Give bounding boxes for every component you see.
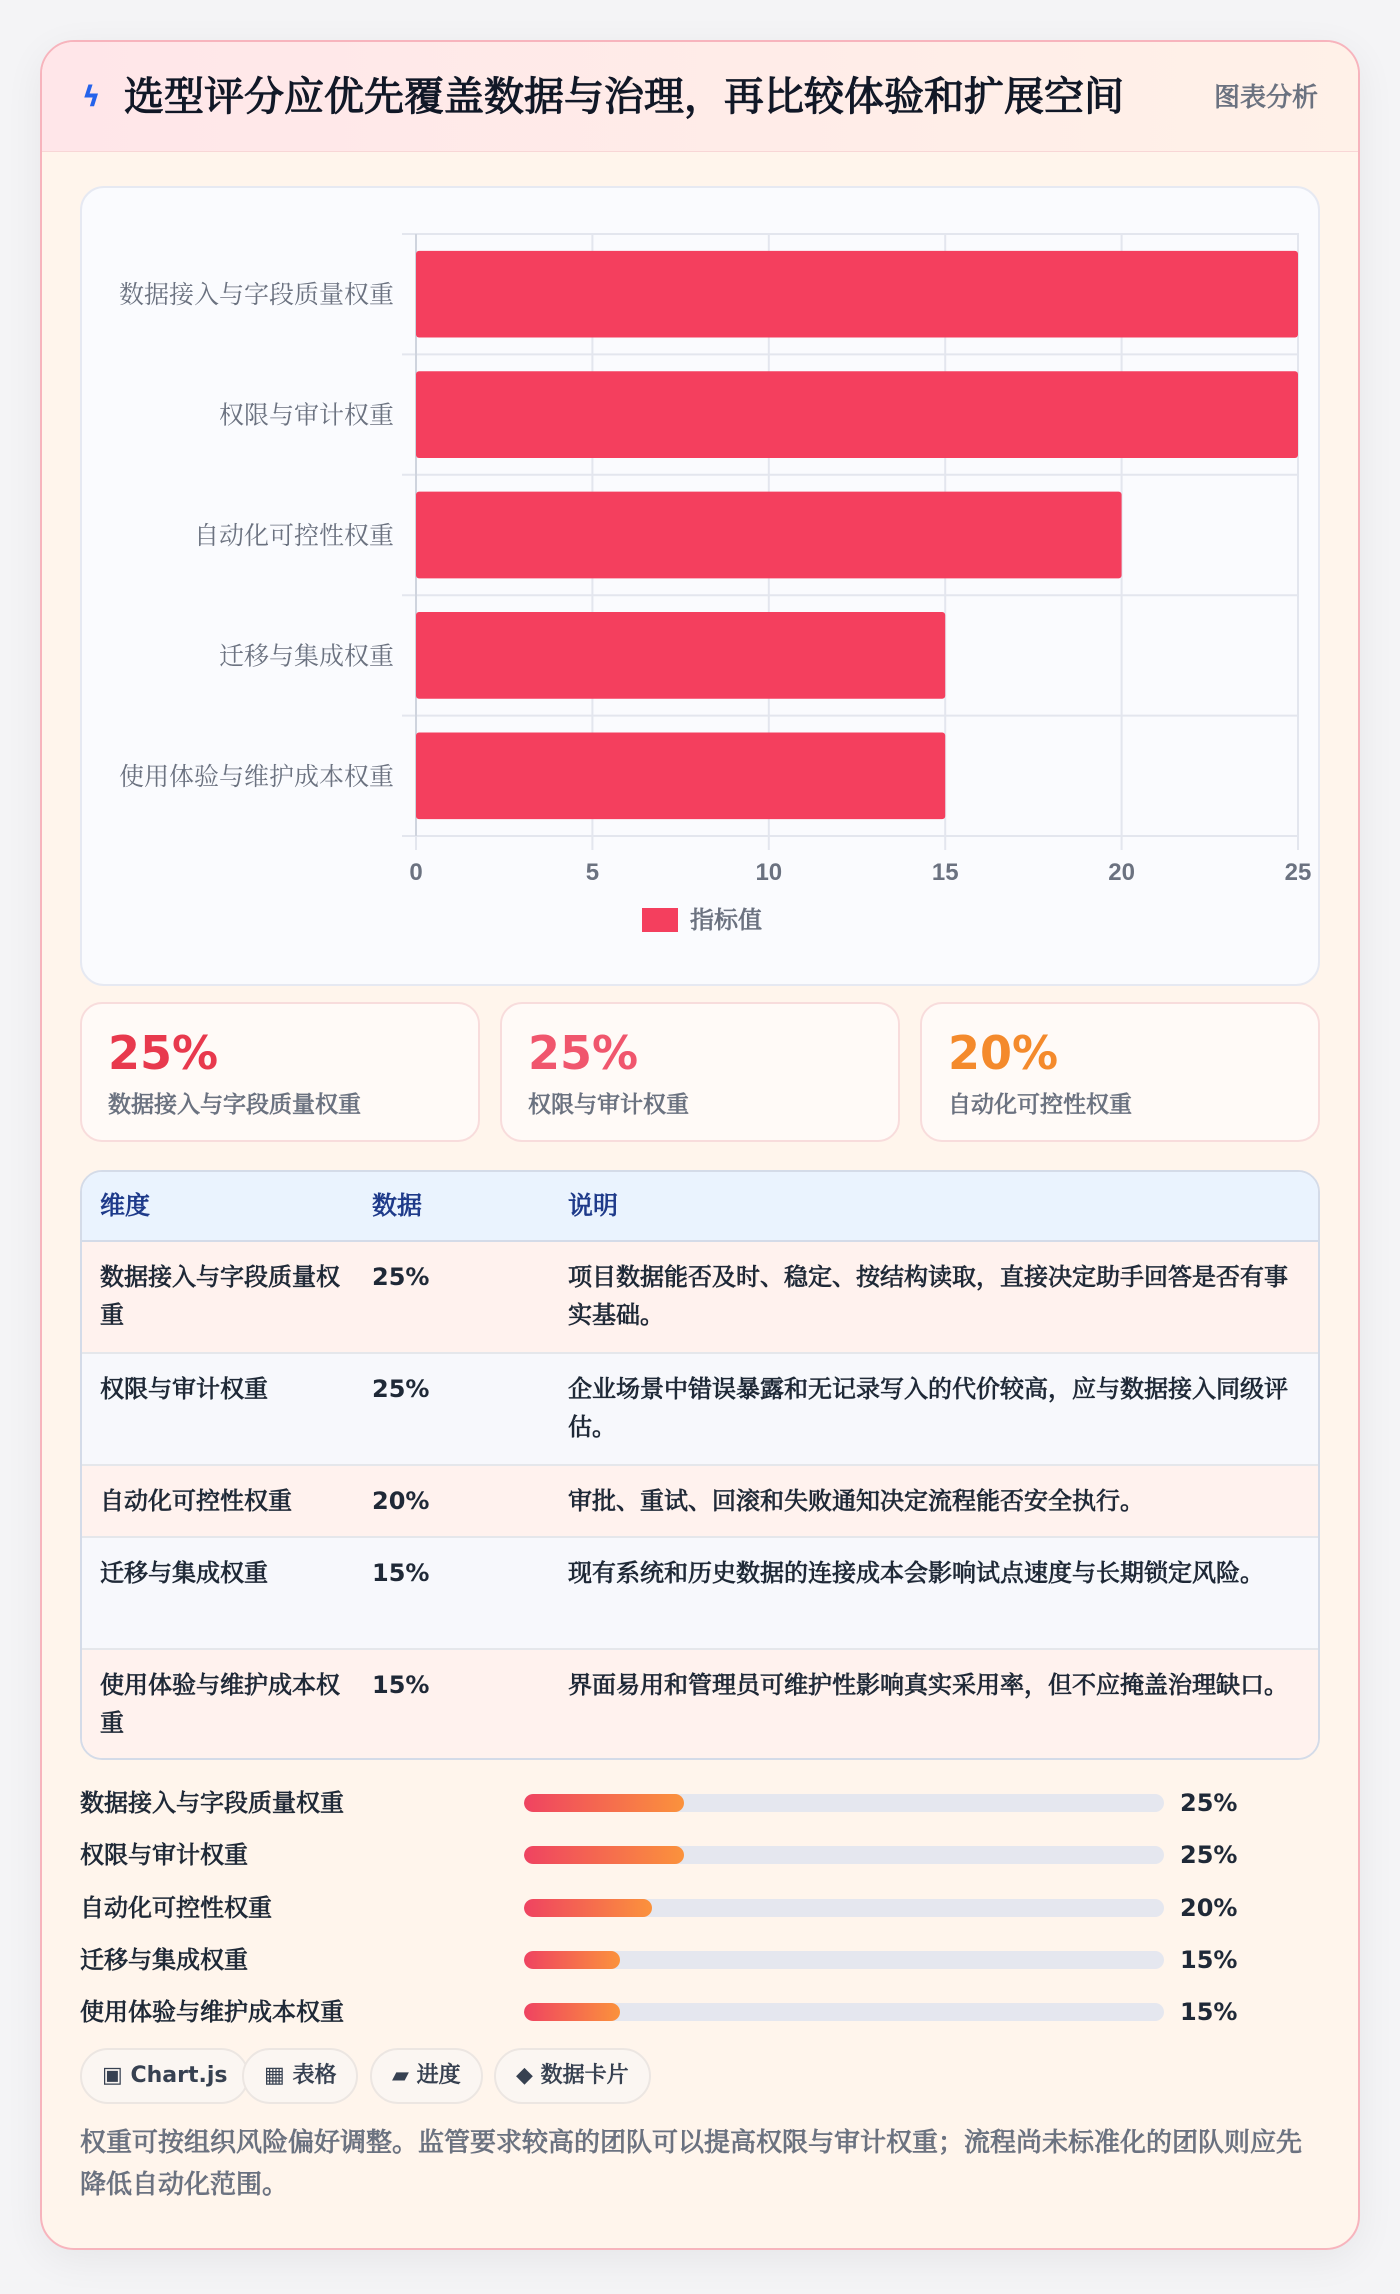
legend-swatch — [642, 908, 678, 932]
progress-row — [80, 1836, 1320, 1876]
data-card-chip[interactable]: ◆ 数据卡片 — [494, 2048, 651, 2104]
x-tick-label: 15 — [931, 859, 959, 886]
table-header — [82, 1172, 1318, 1242]
row-dimension: 权限与审计权重 — [100, 1375, 268, 1403]
row-description: 企业场景中错误暴露和无记录写入的代价较高，应与数据接入同级评估。 — [568, 1375, 1288, 1441]
y-tick-label: 权限与审计权重 — [218, 401, 394, 430]
table-row — [82, 1242, 1318, 1354]
row-value: 20% — [372, 1487, 430, 1515]
row-value: 25% — [372, 1375, 430, 1403]
bar-chart — [82, 188, 1322, 988]
progress-label: 迁移与集成权重 — [80, 1946, 248, 1974]
row-description: 现有系统和历史数据的连接成本会影响试点速度与长期锁定风险。 — [568, 1559, 1264, 1587]
row-dimension: 使用体验与维护成本权重 — [100, 1671, 340, 1737]
progress-chip[interactable]: ▰ 进度 — [370, 2048, 483, 2104]
stat-card — [80, 1002, 480, 1142]
progress-track — [524, 1951, 1164, 1969]
row-dimension: 自动化可控性权重 — [100, 1487, 292, 1515]
progress-track — [524, 2003, 1164, 2021]
row-value: 15% — [372, 1559, 430, 1587]
bar-chart-panel — [80, 186, 1320, 986]
progress-track — [524, 1794, 1164, 1812]
progress-value: 20% — [1180, 1894, 1238, 1922]
row-description: 项目数据能否及时、稳定、按结构读取，直接决定助手回答是否有事实基础。 — [568, 1263, 1288, 1329]
x-tick-label: 20 — [1108, 859, 1135, 886]
row-description: 界面易用和管理员可维护性影响真实采用率，但不应掩盖治理缺口。 — [568, 1671, 1288, 1699]
bolt-icon: ϟ — [82, 80, 101, 113]
progress-label: 自动化可控性权重 — [80, 1894, 272, 1922]
row-value: 15% — [372, 1671, 430, 1699]
table-row — [82, 1354, 1318, 1466]
progress-row — [80, 1889, 1320, 1929]
y-tick-label: 数据接入与字段质量权重 — [118, 281, 394, 310]
x-tick-label: 0 — [409, 859, 423, 886]
table-chip[interactable]: ▦ 表格 — [242, 2048, 358, 2104]
progress-value: 25% — [1180, 1841, 1238, 1869]
table-row — [82, 1650, 1318, 1760]
bar — [416, 612, 945, 699]
bar — [416, 371, 1298, 458]
page-title: 选型评分应优先覆盖数据与治理，再比较体验和扩展空间 — [124, 74, 1124, 120]
chart-analysis-tag: 图表分析 — [1213, 83, 1318, 113]
progress-value: 15% — [1180, 1946, 1238, 1974]
progress-row — [80, 1993, 1320, 2033]
stat-value: 25% — [108, 1026, 219, 1080]
progress-fill — [524, 1951, 620, 1969]
progress-fill — [524, 1899, 652, 1917]
stat-value: 25% — [528, 1026, 639, 1080]
bar — [416, 251, 1298, 338]
chartjs-chip[interactable]: ▣ Chart.js — [80, 2048, 249, 2104]
bar — [416, 492, 1122, 579]
row-dimension: 迁移与集成权重 — [100, 1559, 268, 1587]
y-tick-label: 使用体验与维护成本权重 — [118, 762, 394, 791]
progress-label: 使用体验与维护成本权重 — [80, 1998, 344, 2026]
row-value: 25% — [372, 1263, 430, 1291]
x-tick-label: 10 — [755, 859, 783, 886]
progress-track — [524, 1899, 1164, 1917]
legend-label: 指标值 — [690, 907, 762, 934]
weights-table — [80, 1170, 1320, 1760]
column-header-dimension: 维度 — [100, 1191, 151, 1220]
x-tick-label: 5 — [585, 859, 600, 886]
stat-card — [500, 1002, 900, 1142]
stat-value: 20% — [948, 1026, 1059, 1080]
progress-fill — [524, 1794, 684, 1812]
bar — [416, 732, 945, 819]
y-tick-label: 自动化可控性权重 — [193, 522, 394, 550]
row-description: 审批、重试、回滚和失败通知决定流程能否安全执行。 — [568, 1487, 1144, 1515]
progress-row — [80, 1784, 1320, 1824]
progress-fill — [524, 2003, 620, 2021]
table-row — [82, 1466, 1318, 1538]
row-dimension: 数据接入与字段质量权重 — [100, 1263, 340, 1329]
stat-label: 数据接入与字段质量权重 — [108, 1092, 361, 1118]
progress-label: 权限与审计权重 — [80, 1841, 248, 1869]
column-header-description: 说明 — [568, 1191, 619, 1220]
y-tick-label: 迁移与集成权重 — [218, 642, 394, 671]
progress-track — [524, 1846, 1164, 1864]
stat-card — [920, 1002, 1320, 1142]
progress-value: 15% — [1180, 1998, 1238, 2026]
stat-label: 自动化可控性权重 — [948, 1092, 1132, 1118]
progress-value: 25% — [1180, 1789, 1238, 1817]
x-tick-label: 25 — [1284, 859, 1312, 886]
analysis-card — [40, 40, 1360, 2250]
table-row — [82, 1538, 1318, 1650]
progress-label: 数据接入与字段质量权重 — [80, 1789, 344, 1817]
card-header — [42, 42, 1358, 152]
progress-row — [80, 1941, 1320, 1981]
footer-note: 权重可按组织风险偏好调整。监管要求较高的团队可以提高权限与审计权重；流程尚未标准化的团队则应先降低自动化范围。 — [80, 2128, 1303, 2200]
column-header-data: 数据 — [372, 1191, 423, 1220]
stat-label: 权限与审计权重 — [528, 1092, 689, 1118]
progress-fill — [524, 1846, 684, 1864]
